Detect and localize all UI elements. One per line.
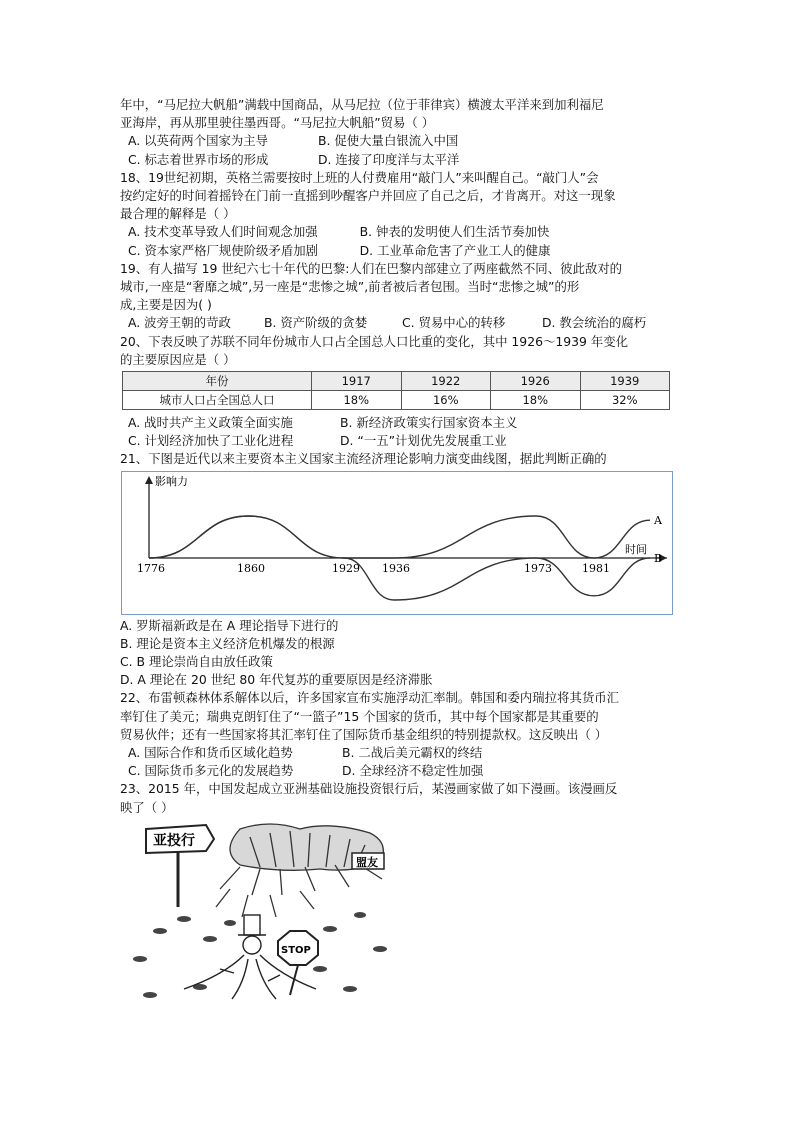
q20-options-row-1 [120,414,678,432]
q19-stem-line-2: 城市,一座是“奢靡之城”,另一座是“悲惨之城”,前者被后者包围。当时“悲惨之城”的形 [120,279,580,295]
q20-option-b: B. 新经济政策实行国家资本主义 [340,415,518,431]
x-tick-labels [137,562,610,575]
q18-option-b: B. 钟表的发明使人们生活节奏加快 [359,224,550,240]
q17-options-row-1 [120,132,678,150]
q20-stem-line-2: 的主要原因应是（ ） [120,351,236,367]
q19-option-c: C. 贸易中心的转移 [402,315,506,331]
q19-option-d: D. 教会统治的腐朽 [542,315,647,331]
q20-stem-line-1: 20、下表反映了苏联不同年份城市人口占全国总人口比重的变化，其中 1926～1939 年变化 [120,333,628,349]
q20-options-row-2 [120,432,678,450]
q23-stem-line-2: 映了（ ） [120,799,174,815]
exam-page [120,96,678,1011]
q19-option-b: B. 资产阶级的贪婪 [264,315,368,331]
sign-text: 亚投行 [153,832,195,849]
ally-flag-text: 盟友 [356,855,378,869]
x-tick-label: 1929 [332,561,360,575]
table-cell: 32% [580,391,670,410]
q22-option-a: A. 国际合作和货币区域化趋势 [128,745,293,761]
x-tick-label: 1936 [382,561,410,575]
y-axis-label: 影响力 [155,474,188,488]
q21-option-b: B. 理论是资本主义经济危机爆发的根源 [120,635,335,651]
x-tick-label: 1776 [137,561,165,575]
q17-option-d: D. 连接了印度洋与太平洋 [318,151,460,167]
q22-option-d: D. 全球经济不稳定性加强 [342,763,484,779]
q19-option-a: A. 波旁王朝的苛政 [128,315,231,331]
q22-options-row-2 [120,762,678,780]
q22-stem-line-3: 贸易伙伴；还有一些国家将其汇率钉住了国际货币基金组织的特别提款权。这反映出（ ） [120,726,608,742]
x-tick-label: 1860 [237,561,265,575]
table-cell: 1926 [491,372,581,391]
table-header-row [123,372,670,391]
q20-option-a: A. 战时共产主义政策全面实施 [128,415,293,431]
influence-curve-chart [121,471,673,615]
table-cell: 城市人口占全国总人口 [123,391,312,410]
series-a-line [149,516,650,558]
q22-option-b: B. 二战后美元霸权的终结 [342,745,483,761]
series-b-label: B [654,551,663,565]
q17-option-a: A. 以英荷两个国家为主导 [128,133,269,149]
q18-option-d: D. 工业革命危害了产业工人的健康 [359,242,551,258]
table-cell: 18% [491,391,581,410]
q18-stem-line-2: 按约定好的时间着摇铃在门前一直摇到吵醒客户并回应了自己之后，才肯离开。对这一现象 [120,188,616,204]
q17-options-row-2 [120,151,678,169]
table-cell: 1939 [580,372,670,391]
x-tick-label: 1973 [524,561,552,575]
q17-option-b: B. 促使大量白银流入中国 [318,133,459,149]
table-cell: 18% [312,391,402,410]
q22-option-c: C. 国际货币多元化的发展趋势 [128,763,294,779]
x-tick-label: 1981 [582,561,610,575]
q17-stem-line-2: 亚海岸，再从那里驶往墨西哥。“马尼拉大帆船”贸易（ ） [120,115,435,131]
q22-stem-line-1: 22、布雷顿森林体系解体以后，许多国家宣布实施浮动汇率制。韩国和委内瑞拉将其货币汇 [120,690,620,706]
q18-stem-line-1: 18、19世纪初期，英格兰需要按时上班的人付费雇用“敲门人”来叫醒自己。“敲门人”会 [120,169,599,185]
q21-option-d: D. A 理论在 20 世纪 80 年代复苏的重要原因是经济滞胀 [120,672,433,688]
q19-stem-line-3: 成,主要是因为( ) [120,297,212,313]
q18-options-row-1 [120,223,678,241]
table-cell: 1922 [401,372,491,391]
q18-option-c: C. 资本家严格厂规使阶级矛盾加剧 [128,242,318,258]
q21-option-a: A. 罗斯福新政是在 A 理论指导下进行的 [120,617,339,633]
crowd-figures [216,824,383,917]
table-cell: 1917 [312,372,402,391]
q21-stem-line-1: 21、下图是近代以来主要资本主义国家主流经济理论影响力演变曲线图，据此判断正确的 [120,451,607,467]
influence-curve-svg [122,472,672,614]
table-row [123,391,670,410]
q17-stem-line-1: 年中，“马尼拉大帆船”满载中国商品，从马尼拉（位于菲律宾）横渡太平洋来到加利福尼 [120,97,604,112]
q17-option-c: C. 标志着世界市场的形成 [128,151,269,167]
q19-options-row [120,314,678,332]
aiib-cartoon [120,819,408,1011]
population-table [122,371,670,410]
cartoon-drawing [120,819,408,1011]
q19-stem-line-1: 19、有人描写 19 世纪六七十年代的巴黎:人们在巴黎内部建立了两座截然不同、彼此敌对的 [120,260,623,276]
x-axis-label: 时间 [625,542,647,556]
q23-stem-line-1: 23、2015 年，中国发起成立亚洲基础设施投资银行后，某漫画家做了如下漫画。该漫画反 [120,781,618,797]
table-cell: 16% [401,391,491,410]
q22-stem-line-2: 率钉住了美元；瑞典克朗钉住了“一篮子”15 个国家的货币，其中每个国家都是其重要的 [120,708,599,724]
q22-options-row-1 [120,744,678,762]
table-cell: 年份 [123,372,312,391]
q20-option-c: C. 计划经济加快了工业化进程 [128,433,294,449]
q18-options-row-2 [120,242,678,260]
stop-sign-text: STOP [281,944,311,956]
q18-stem-line-3: 最合理的解释是（ ） [120,206,236,222]
series-a-label: A [654,513,662,527]
q18-option-a: A. 技术变革导致人们时间观念加强 [128,224,318,240]
q20-option-d: D. “一五”计划优先发展重工业 [340,433,507,449]
q21-option-c: C. B 理论崇尚自由放任政策 [120,654,273,670]
y-axis-arrow [145,476,153,484]
